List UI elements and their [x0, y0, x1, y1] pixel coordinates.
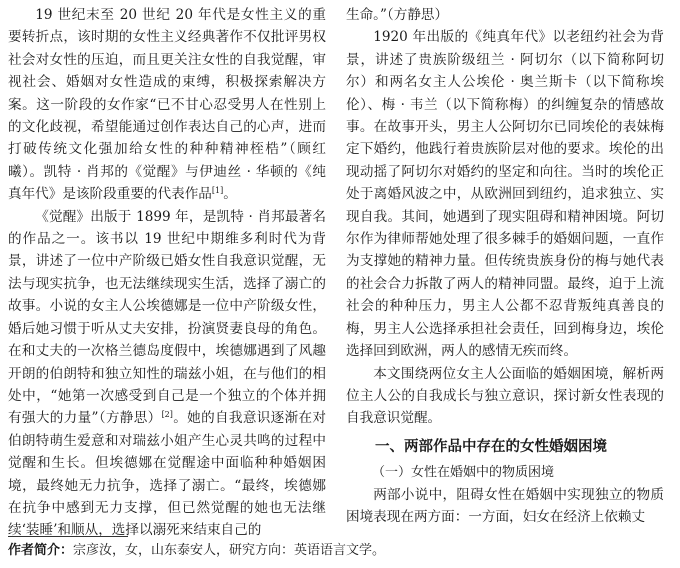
subsection-heading: （一）女性在婚姻中的物质困境 — [372, 464, 555, 480]
footnote-text: 宗彦汝，女，山东泰安人，研究方向：英语语言文学。 — [73, 543, 386, 558]
paragraph-intro-text: 19 世纪末至 20 世纪 20 年代是女性主义的重要转折点，该时期的女性主义经典著作不仅批评男权社会对女性的压迫，而且更关注女性的自我觉醒，审视社会、婚姻对女性造成的束缚，积极探索解决方案。这一阶段的女作家“已不甘心忍受男人在性别上的文化歧视，希望能通过创作表达自己的心声，进而打破传统文化强加给女性的种种精神桎梏”（顾红曦）。凯特 · 肖邦的《觉醒》与伊迪丝 · 华顿的《纯真年代》是该阶段重要的代表作品 — [8, 7, 326, 203]
paragraph-awakening — [8, 206, 326, 542]
paragraph-awakening-text: 《觉醒》出版于 1899 年，是凯特 · 肖邦最著名的作品之一。该书以 19 世纪中期维多利时代为背景，讲述了一位中产阶级已婚女性自我意识觉醒，无法与现实抗争，也无法继续现实生活，选择了溺亡的故事。小说的女主人公埃德娜是一位中产阶级女性，婚后她习惯于听从丈夫安排，扮演贤妻良母的角色。在和丈夫的一次格兰德岛度假中，埃德娜遇到了风趣开朗的伯朗特和独立知性的瑞兹小姐，在与他们的相处中，“她第一次感受到自己是一个独立的个体并拥有强大的力量”（方静思） — [8, 208, 326, 427]
paragraph-material-dilemma: 两部小说中，阻碍女性在婚姻中实现独立的物质困境表现在两方面：一方面，妇女在经济上依赖丈 — [346, 486, 664, 526]
footnote-label: 作者简介： — [8, 543, 74, 558]
footnote-divider — [8, 536, 128, 537]
paragraph-intro — [8, 4, 326, 206]
paragraph-continuation: 生命。”（方静思） — [346, 7, 449, 23]
citation-ref-2: [2] — [161, 410, 173, 420]
paragraph-thesis: 本文围绕两位女主人公面临的婚姻困境，解析两位主人公的自我成长与独立意识，探讨新女性表现的自我意识觉醒。 — [346, 365, 664, 427]
paragraph-age-of-innocence: 1920 年出版的《纯真年代》以老纽约社会为背景，讲述了贵族阶级纽兰 · 阿切尔（以下简称阿切尔）和两名女主人公埃伦 · 奥兰斯卡（以下简称埃伦）、梅 · 韦兰（以下简称梅）的纠缠复杂的情感故事。在故事开头，男主人公阿切尔已同埃伦的表妹梅定下婚约，他践行着贵族阶层对他的要求。埃伦的出现动摇了阿切尔对婚约的坚定和向往。当时的埃伦正处于离婚风波之中，从欧洲回到纽约，追求独立、实现自我。其间，她遇到了现实阻碍和精神困境。阿切尔作为律师帮她处理了很多棘手的婚姻问题，一直作为支撑她的精神力量。但传统贵族身份的梅与她代表的社会合力拆散了两人的精神同盟。最终，迫于上流社会的种种压力，男主人公都不忍背叛纯真善良的梅，男主人公选择承担社会责任，回到梅身边，埃伦选择回到欧洲，两人的感情无疾而终。 — [346, 29, 664, 360]
right-column — [346, 4, 664, 529]
citation-ref-1: [1] — [211, 186, 224, 196]
author-footnote — [8, 542, 385, 560]
paragraph-intro-end: 。 — [223, 186, 237, 203]
paragraph-awakening-rest: 。她的自我意识逐渐在对伯朗特萌生爱意和对瑞兹小姐产生心灵共鸣的过程中觉醒和生长。但埃德娜在觉醒途中面临种种婚姻困境，最终她无力抗争，选择了溺亡。“最终，埃德娜在抗争中感到无力支撑，但已然觉醒的她也无法继续‘装睡’和顺从，选择以溺死来结束自己的 — [8, 410, 326, 539]
section-heading: 一、两部作品中存在的女性婚姻困境 — [375, 438, 607, 455]
left-column — [8, 4, 326, 542]
